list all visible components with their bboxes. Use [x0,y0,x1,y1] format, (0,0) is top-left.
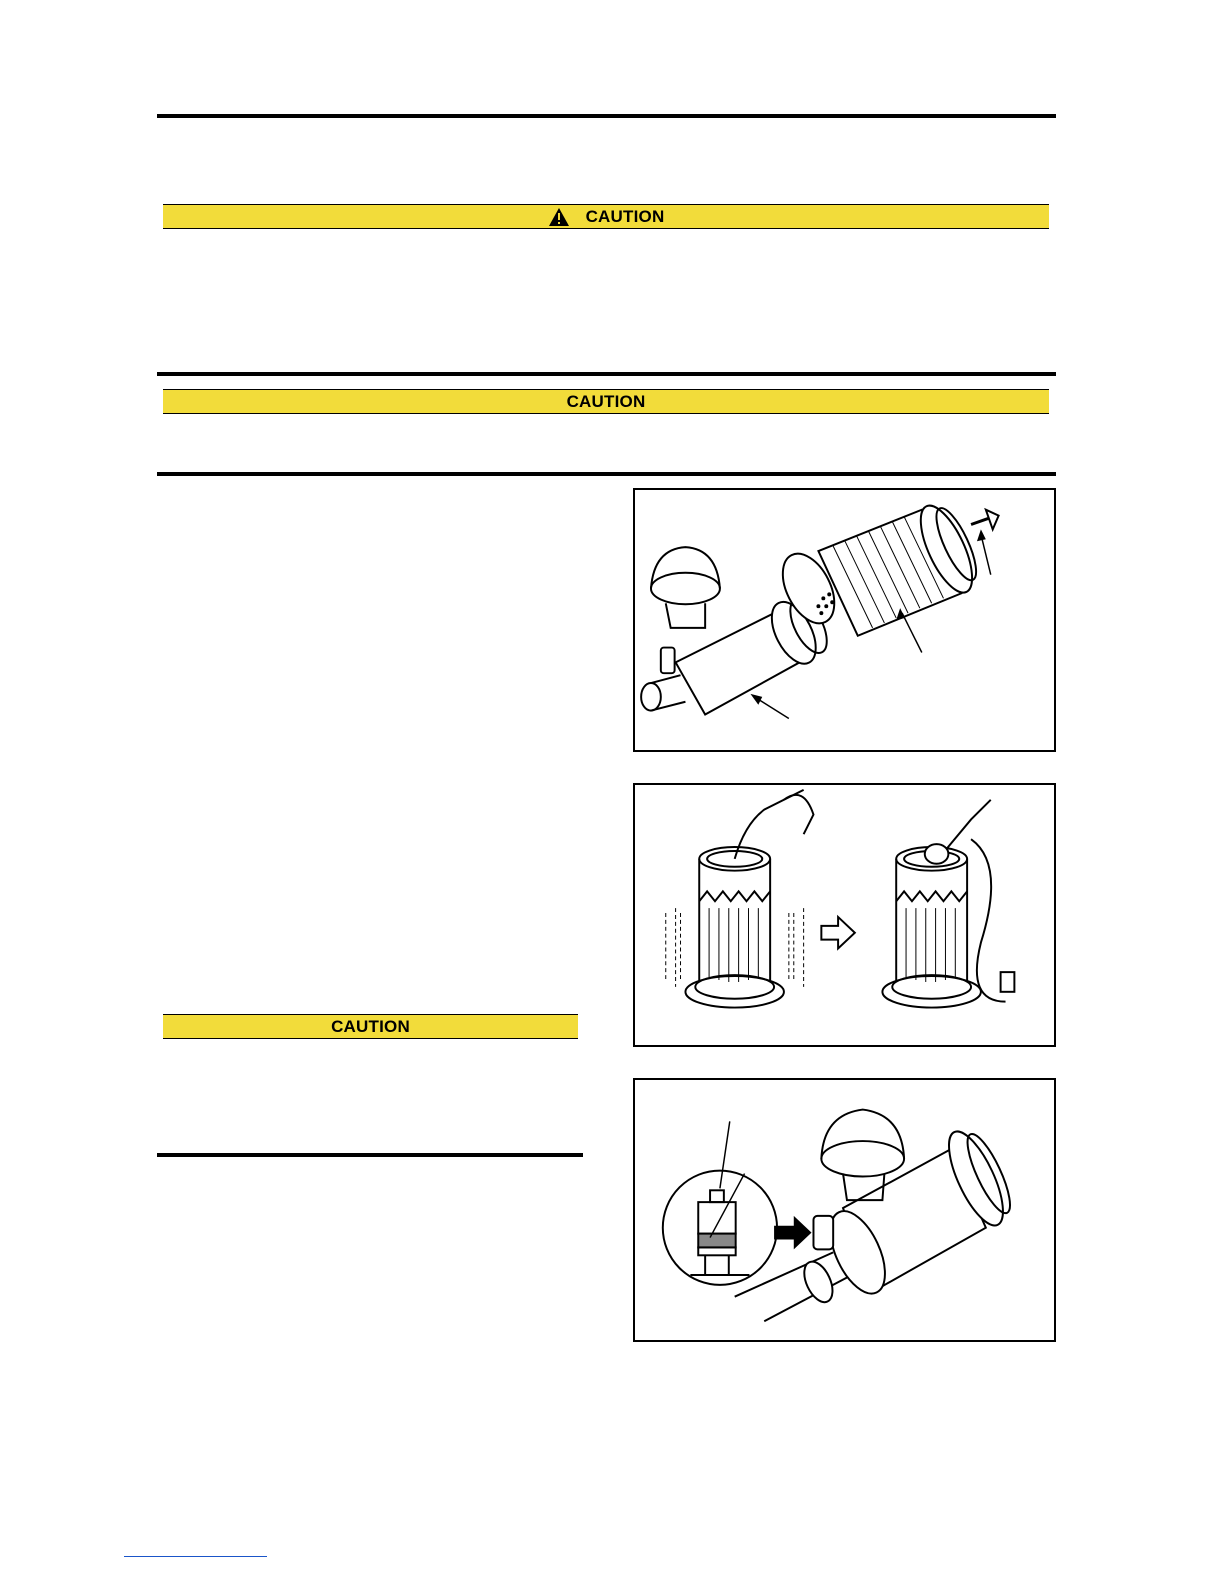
section-rule-3 [157,472,1056,476]
hollow-right-arrow-icon [821,917,854,949]
dust-indicator-illustration [635,1080,1054,1340]
air-cleaner-disassembly-illustration [635,490,1054,750]
warning-triangle-icon [548,207,570,227]
section-rule-2 [157,372,1056,376]
figure-air-cleaner-disassembly [633,488,1056,752]
figure-element-cleaning [633,783,1056,1047]
caution-banner-3 [163,1014,578,1039]
caution-banner-2 [163,389,1049,414]
footer-link-underline[interactable] [124,1556,267,1557]
caution-label-3: CAUTION [331,1016,410,1036]
left-column-rule [157,1153,583,1157]
caution-label-1: CAUTION [585,206,665,226]
solid-right-arrow-icon [774,1216,811,1249]
top-rule [157,114,1056,118]
caution-label-2: CAUTION [566,391,646,411]
element-cleaning-illustration [635,785,1054,1045]
figure-dust-indicator [633,1078,1056,1342]
caution-banner-1 [163,204,1049,229]
